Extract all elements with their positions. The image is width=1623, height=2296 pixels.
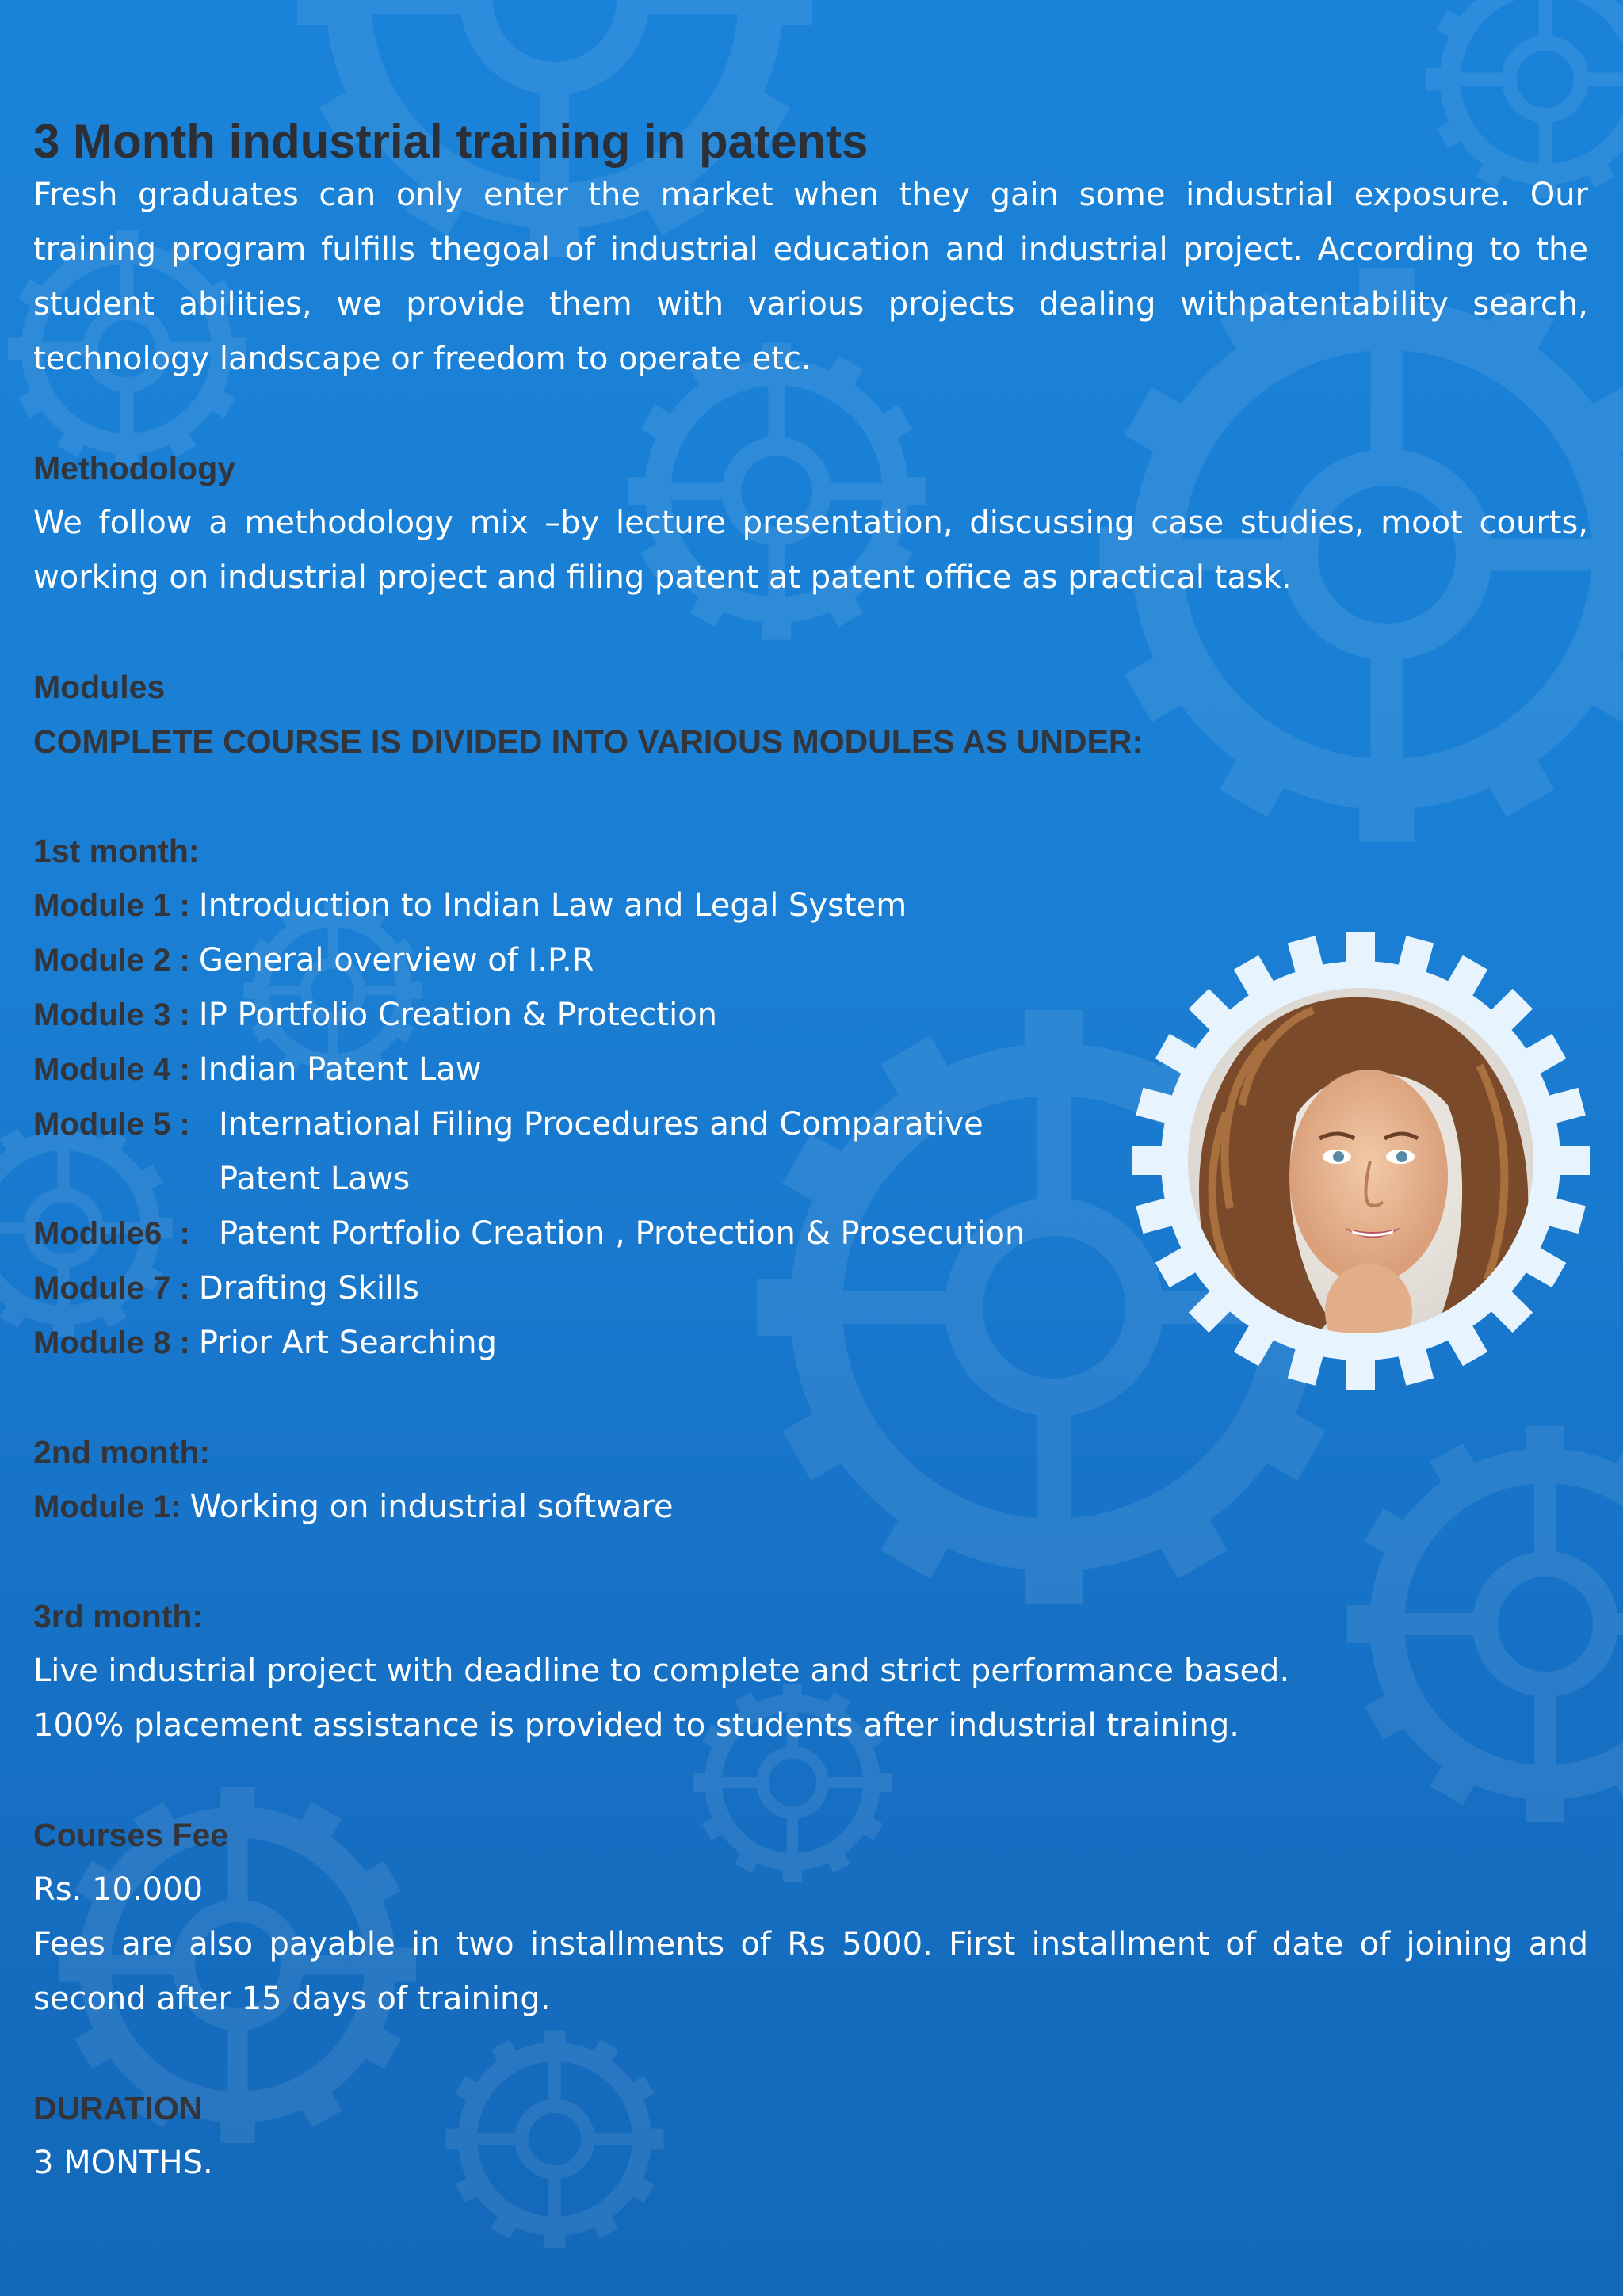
module-label: Module 1:: [33, 1489, 190, 1524]
month1-heading: 1st month:: [33, 833, 200, 869]
module-text: General overview of I.P.R: [198, 942, 594, 978]
module-label: Module 2 :: [33, 943, 199, 978]
fee-amount: Rs. 10.000: [33, 1871, 204, 1908]
module-text: Indian Patent Law: [198, 1051, 482, 1088]
fee-heading: Courses Fee: [33, 1817, 229, 1853]
module-text: Drafting Skills: [198, 1270, 420, 1306]
month3-line-1: Live industrial project with deadline to complete and strict performance based.: [33, 1653, 1290, 1689]
module-label: Module 3 :: [33, 997, 199, 1032]
month3-line-2: 100% placement assistance is provided to students after industrial training.: [33, 1707, 1239, 1744]
module-label: Module 5 :: [33, 1107, 199, 1142]
module-text: Introduction to Indian Law and Legal System: [198, 887, 907, 924]
intro-paragraph: Fresh graduates can only enter the market when they gain some industrial exposure. Our training program fulfills thegoal of industrial education and industrial project. According to the student abilities, we provide them with various projects dealing withpatentability search, technology landscape or freedom to operate etc.: [33, 177, 1588, 377]
duration-value: 3 MONTHS.: [33, 2145, 213, 2181]
module-text: Patent Portfolio Creation , Protection & Prosecution: [219, 1215, 1025, 1252]
fee-note: Fees are also payable in two installments of Rs 5000. First installment of date of joining and second after 15 days of training.: [33, 1926, 1588, 2017]
module-label: Module 4 :: [33, 1052, 199, 1087]
methodology-text: We follow a methodology mix –by lecture presentation, discussing case studies, moot courts, working on industrial project and filing patent at patent office as practical task.: [33, 505, 1588, 596]
duration-heading: DURATION: [33, 2090, 203, 2126]
module-label: Module 7 :: [33, 1271, 199, 1306]
module-text: Working on industrial software: [189, 1489, 674, 1525]
module-text: Prior Art Searching: [198, 1325, 497, 1361]
month3-heading: 3rd month:: [33, 1598, 204, 1634]
page-title: 3 Month industrial training in patents: [33, 115, 869, 168]
module-item: [33, 1480, 1588, 1535]
methodology-heading: Methodology: [33, 450, 236, 486]
module-item: [33, 879, 1588, 933]
module-label: Module 8 :: [33, 1325, 199, 1360]
month2-heading: 2nd month:: [33, 1434, 211, 1470]
module-text: IP Portfolio Creation & Protection: [198, 997, 718, 1033]
portrait-gear-frame: [1132, 932, 1590, 1390]
modules-heading: Modules: [33, 669, 166, 705]
module-label: Module 1 :: [33, 888, 199, 923]
module-label: Module6 :: [33, 1216, 199, 1251]
module-text: International Filing Procedures and Comparative Patent Laws: [219, 1106, 983, 1197]
modules-subheading: COMPLETE COURSE IS DIVIDED INTO VARIOUS MODULES AS UNDER:: [33, 723, 1144, 760]
